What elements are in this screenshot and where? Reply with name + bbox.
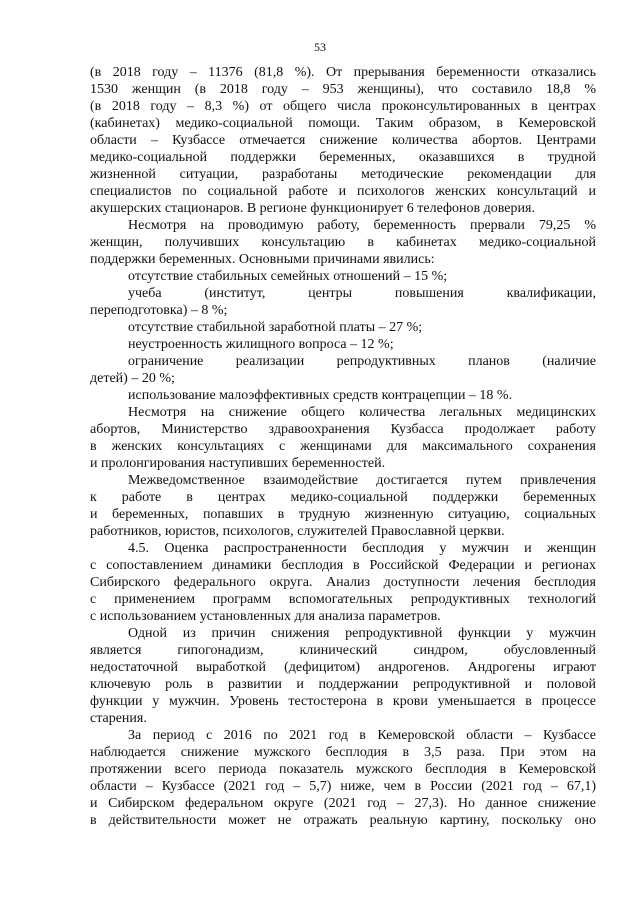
text-line: женщин, получивших консультацию в кабинетах медико-социальной: [90, 235, 596, 250]
text-line: отсутствие стабильных семейных отношений – 15 %;: [128, 269, 448, 284]
text-line: наблюдается снижение мужского бесплодия в 3,5 раза. При этом на: [90, 745, 596, 760]
text-line: Межведомственное взаимодействие достигается путем привлечения: [128, 473, 596, 488]
text-line: (кабинетах) медико-социальной помощи. Таким образом, в Кемеровской: [90, 116, 596, 131]
text-line: Несмотря на снижение общего количества легальных медицинских: [128, 405, 596, 420]
text-line: медико-социальной поддержки беременных, оказавшихся в трудной: [90, 150, 596, 165]
text-line: За период с 2016 по 2021 год в Кемеровской области – Кузбассе: [128, 728, 596, 743]
text-line: 4.5. Оценка распространенности бесплодия у мужчин и женщин: [128, 541, 596, 556]
text-line: ограничение реализации репродуктивных планов (наличие: [128, 354, 596, 369]
text-line: области – Кузбассе (2021 год – 5,7) ниже, чем в России (2021 год – 67,1): [90, 779, 596, 794]
text-line: недостаточной выработкой (дефицитом) андрогенов. Андрогены играют: [90, 660, 596, 675]
text-line: в женских консультациях с женщинами для максимального сохранения: [90, 439, 596, 454]
text-line: 1530 женщин (в 2018 году – 953 женщины), что составило 18,8 %: [90, 82, 596, 97]
text-line: детей) – 20 %;: [90, 371, 175, 386]
text-line: ключевую роль в развитии и поддержании репродуктивной и половой: [90, 677, 596, 692]
text-line: старения.: [90, 711, 147, 726]
text-line: и пролонгирования наступивших беременностей.: [90, 456, 386, 471]
document-body: [90, 64, 596, 829]
text-line: и Сибирском федеральном округе (2021 год – 27,3). Но данное снижение: [90, 796, 596, 811]
text-line: акушерских стационаров. В регионе функционирует 6 телефонов доверия.: [90, 201, 535, 216]
text-line: Сибирского федерального округа. Анализ доступности лечения бесплодия: [90, 575, 596, 590]
text-line: в действительности может не отражать реальную картину, поскольку оно: [90, 813, 596, 828]
page-number: 53: [314, 40, 326, 54]
text-line: Одной из причин снижения репродуктивной функции у мужчин: [128, 626, 596, 641]
text-line: абортов, Министерство здравоохранения Кузбасса продолжает работу: [90, 422, 596, 437]
text-line: учеба (институт, центры повышения квалификации,: [128, 286, 596, 301]
text-line: использование малоэффективных средств контрацепции – 18 %.: [128, 388, 513, 403]
text-line: функции у мужчин. Уровень тестостерона в крови уменьшается в процессе: [90, 694, 596, 709]
text-line: с сопоставлением динамики бесплодия в Российской Федерации и регионах: [90, 558, 596, 573]
text-line: (в 2018 году – 11376 (81,8 %). От прерывания беременности отказались: [90, 65, 596, 80]
text-line: Несмотря на проводимую работу, беременность прервали 79,25 %: [128, 218, 596, 233]
text-line: неустроенность жилищного вопроса – 12 %;: [128, 337, 394, 352]
text-line: специалистов по социальной работе и психологов женских консультаций и: [90, 184, 596, 199]
text-line: области – Кузбассе отмечается снижение количества абортов. Центрами: [90, 133, 596, 148]
text-line: к работе в центрах медико-социальной поддержки беременных: [90, 490, 596, 505]
text-line: с применением программ вспомогательных репродуктивных технологий: [90, 592, 596, 607]
text-line: протяжении всего периода показатель мужского бесплодия в Кемеровской: [90, 762, 596, 777]
text-line: и беременных, попавших в трудную жизненную ситуацию, социальных: [90, 507, 596, 522]
text-line: работников, юристов, психологов, служителей Православной церкви.: [90, 524, 505, 539]
text-line: поддержки беременных. Основными причинами явились:: [90, 252, 435, 267]
text-line: переподготовка) – 8 %;: [90, 303, 228, 318]
text-line: (в 2018 году – 8,3 %) от общего числа проконсультированных в центрах: [90, 99, 596, 114]
text-line: жизненной ситуации, разработаны методические рекомендации для: [90, 167, 596, 182]
text-line: отсутствие стабильной заработной платы – 27 %;: [128, 320, 423, 335]
text-line: с использованием установленных для анализа параметров.: [90, 609, 441, 624]
text-line: является гипогонадизм, клинический синдром, обусловленный: [90, 643, 596, 658]
